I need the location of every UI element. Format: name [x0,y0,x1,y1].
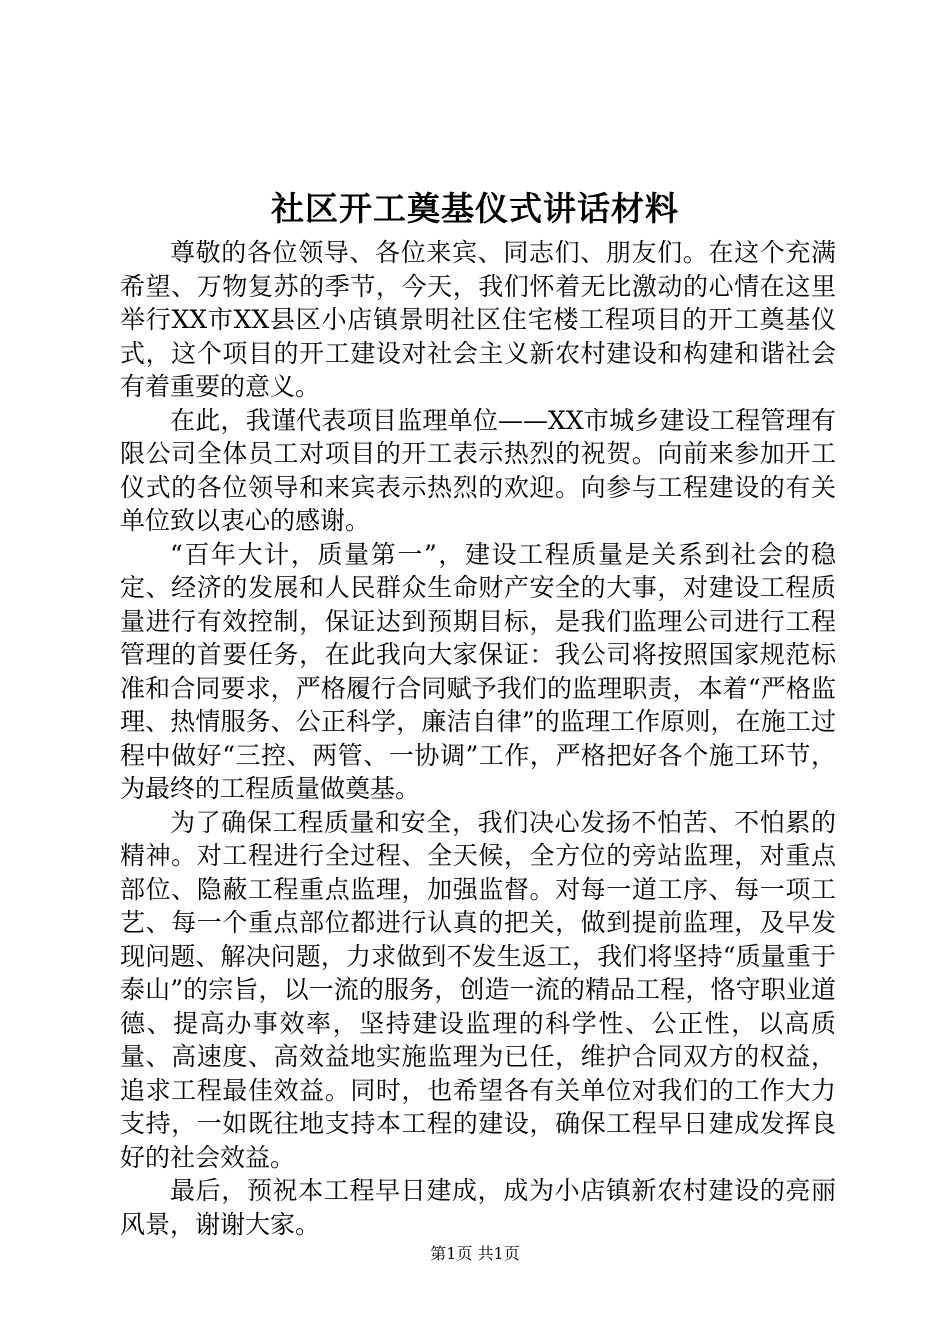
document-body [120,236,836,1241]
paragraph-congratulations: 在此，我谨代表项目监理单位——XX市城乡建设工程管理有限公司全体员工对项目的开工表示热烈的祝贺。向前来参加开工仪式的各位领导和来宾表示热烈的欢迎。向参与工程建设的有关单位致以衷心的感谢。 [120,405,836,535]
document-title: 社区开工奠基仪式讲话材料 [271,189,679,228]
paragraph-quality-commitment: “百年大计，质量第一”，建设工程质量是关系到社会的稳定、经济的发展和人民群众生命财产安全的大事，对建设工程质量进行有效控制，保证达到预期目标，是我们监理公司进行工程管理的首要任务，在此我向大家保证：我公司将按照国家规范标准和合同要求，严格履行合同赋予我们的监理职责，本着“严格监理、热情服务、公正科学，廉洁自律”的监理工作原则，在施工过程中做好“三控、两管、一协调”工作，严格把好各个施工环节，为最终的工程质量做奠基。 [120,539,836,803]
page-number-footer: 第1页 共1页 [430,1244,520,1263]
paragraph-safety-determination: 为了确保工程质量和安全，我们决心发扬不怕苦、不怕累的精神。对工程进行全过程、全天候，全方位的旁站监理，对重点部位、隐蔽工程重点监理，加强监督。对每一道工序、每一项工艺、每一个重点部位都进行认真的把关，做到提前监理，及早发现问题、解决问题，力求做到不发生返工，我们将坚持“质量重于泰山”的宗旨，以一流的服务，创造一流的精品工程，恪守职业道德、提高办事效率，坚持建设监理的科学性、公正性，以高质量、高速度、高效益地实施监理为已任，维护合同双方的权益，追求工程最佳效益。同时，也希望各有关单位对我们的工作大力支持，一如既往地支持本工程的建设，确保工程早日建成发挥良好的社会效益。 [120,807,836,1172]
paragraph-closing: 最后，预祝本工程早日建成，成为小店镇新农村建设的亮丽风景，谢谢大家。 [120,1176,836,1239]
paragraph-greeting: 尊敬的各位领导、各位来宾、同志们、朋友们。在这个充满希望、万物复苏的季节，今天，我们怀着无比激动的心情在这里举行XX市XX县区小店镇景明社区住宅楼工程项目的开工奠基仪式，这个项目的开工建设对社会主义新农村建设和构建和谐社会有着重要的意义。 [120,238,836,401]
